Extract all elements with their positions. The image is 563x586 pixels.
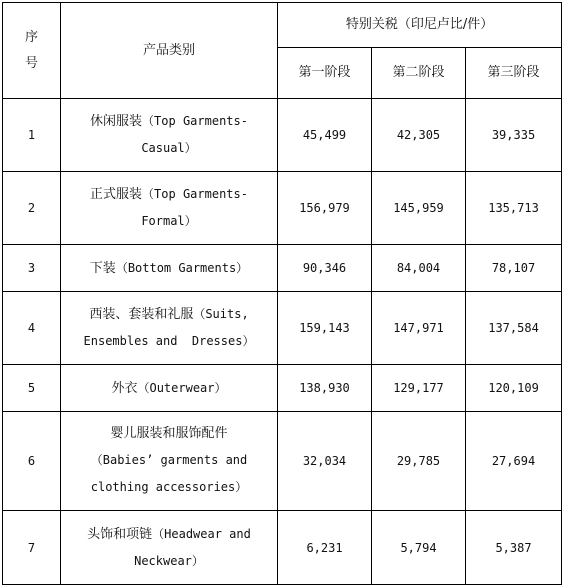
header-stage-2: 第二阶段 xyxy=(372,48,466,99)
stage1-value: 45,499 xyxy=(278,99,372,172)
stage1-value: 90,346 xyxy=(278,245,372,292)
row-number: 7 xyxy=(3,511,61,585)
category-english: （Headwear and xyxy=(152,526,251,541)
row-number: 3 xyxy=(3,245,61,292)
category-name: 正式服装 xyxy=(90,187,143,202)
category-cell xyxy=(61,245,278,292)
header-seq xyxy=(3,3,61,99)
table-row xyxy=(3,245,562,292)
header-stage-1: 第一阶段 xyxy=(278,48,372,99)
row-number: 1 xyxy=(3,99,61,172)
tariff-table xyxy=(2,2,562,585)
category-name: 西装、套装和礼服 xyxy=(89,307,194,322)
category-cell xyxy=(61,292,278,365)
row-number: 5 xyxy=(3,365,61,412)
row-number: 4 xyxy=(3,292,61,365)
category-english-cont: Neckwear） xyxy=(134,553,204,568)
stage3-value: 120,109 xyxy=(466,365,562,412)
category-cell xyxy=(61,365,278,412)
stage3-value: 135,713 xyxy=(466,172,562,245)
stage2-value: 145,959 xyxy=(372,172,466,245)
header-stage-3: 第三阶段 xyxy=(466,48,562,99)
category-english: （Babies’ garments and xyxy=(90,453,248,467)
stage1-value: 156,979 xyxy=(278,172,372,245)
header-tax-group: 特别关税（印尼卢比/件） xyxy=(278,3,562,48)
stage1-value: 138,930 xyxy=(278,365,372,412)
table-row xyxy=(3,365,562,412)
header-seq-line1: 序 xyxy=(24,29,38,45)
table-row xyxy=(3,511,562,585)
table-row xyxy=(3,172,562,245)
stage2-value: 42,305 xyxy=(372,99,466,172)
header-seq-line2: 号 xyxy=(24,55,38,71)
stage1-value: 159,143 xyxy=(278,292,372,365)
stage1-value: 6,231 xyxy=(278,511,372,585)
category-cell xyxy=(61,99,278,172)
stage2-value: 5,794 xyxy=(372,511,466,585)
stage3-value: 137,584 xyxy=(466,292,562,365)
table-row xyxy=(3,292,562,365)
category-english-cont: Formal） xyxy=(141,214,197,228)
stage2-value: 129,177 xyxy=(372,365,466,412)
category-english-cont: clothing accessories） xyxy=(90,480,248,494)
category-cell xyxy=(61,412,278,511)
category-name: 头饰和项链 xyxy=(87,526,153,542)
category-english-cont: Casual） xyxy=(141,141,197,155)
row-number: 6 xyxy=(3,412,61,511)
stage3-value: 78,107 xyxy=(466,245,562,292)
category-name: 休闲服装 xyxy=(90,114,143,129)
category-english: （Outerwear） xyxy=(137,380,227,395)
table-row xyxy=(3,412,562,511)
category-english: （Top Garments- xyxy=(142,187,248,201)
category-english-cont: Ensembles and Dresses） xyxy=(83,334,255,348)
stage3-value: 5,387 xyxy=(466,511,562,585)
stage1-value: 32,034 xyxy=(278,412,372,511)
stage2-value: 147,971 xyxy=(372,292,466,365)
header-category: 产品类别 xyxy=(61,3,278,99)
category-english: （Suits, xyxy=(193,307,249,321)
category-cell xyxy=(61,172,278,245)
category-name: 下装 xyxy=(89,260,116,276)
stage2-value: 84,004 xyxy=(372,245,466,292)
stage3-value: 39,335 xyxy=(466,99,562,172)
row-number: 2 xyxy=(3,172,61,245)
category-cell xyxy=(61,511,278,585)
stage3-value: 27,694 xyxy=(466,412,562,511)
category-english: （Top Garments- xyxy=(142,114,248,128)
category-english: （Bottom Garments） xyxy=(115,260,249,275)
table-row xyxy=(3,99,562,172)
category-name: 婴儿服装和服饰配件 xyxy=(110,426,228,441)
stage2-value: 29,785 xyxy=(372,412,466,511)
category-name: 外衣 xyxy=(111,380,138,396)
